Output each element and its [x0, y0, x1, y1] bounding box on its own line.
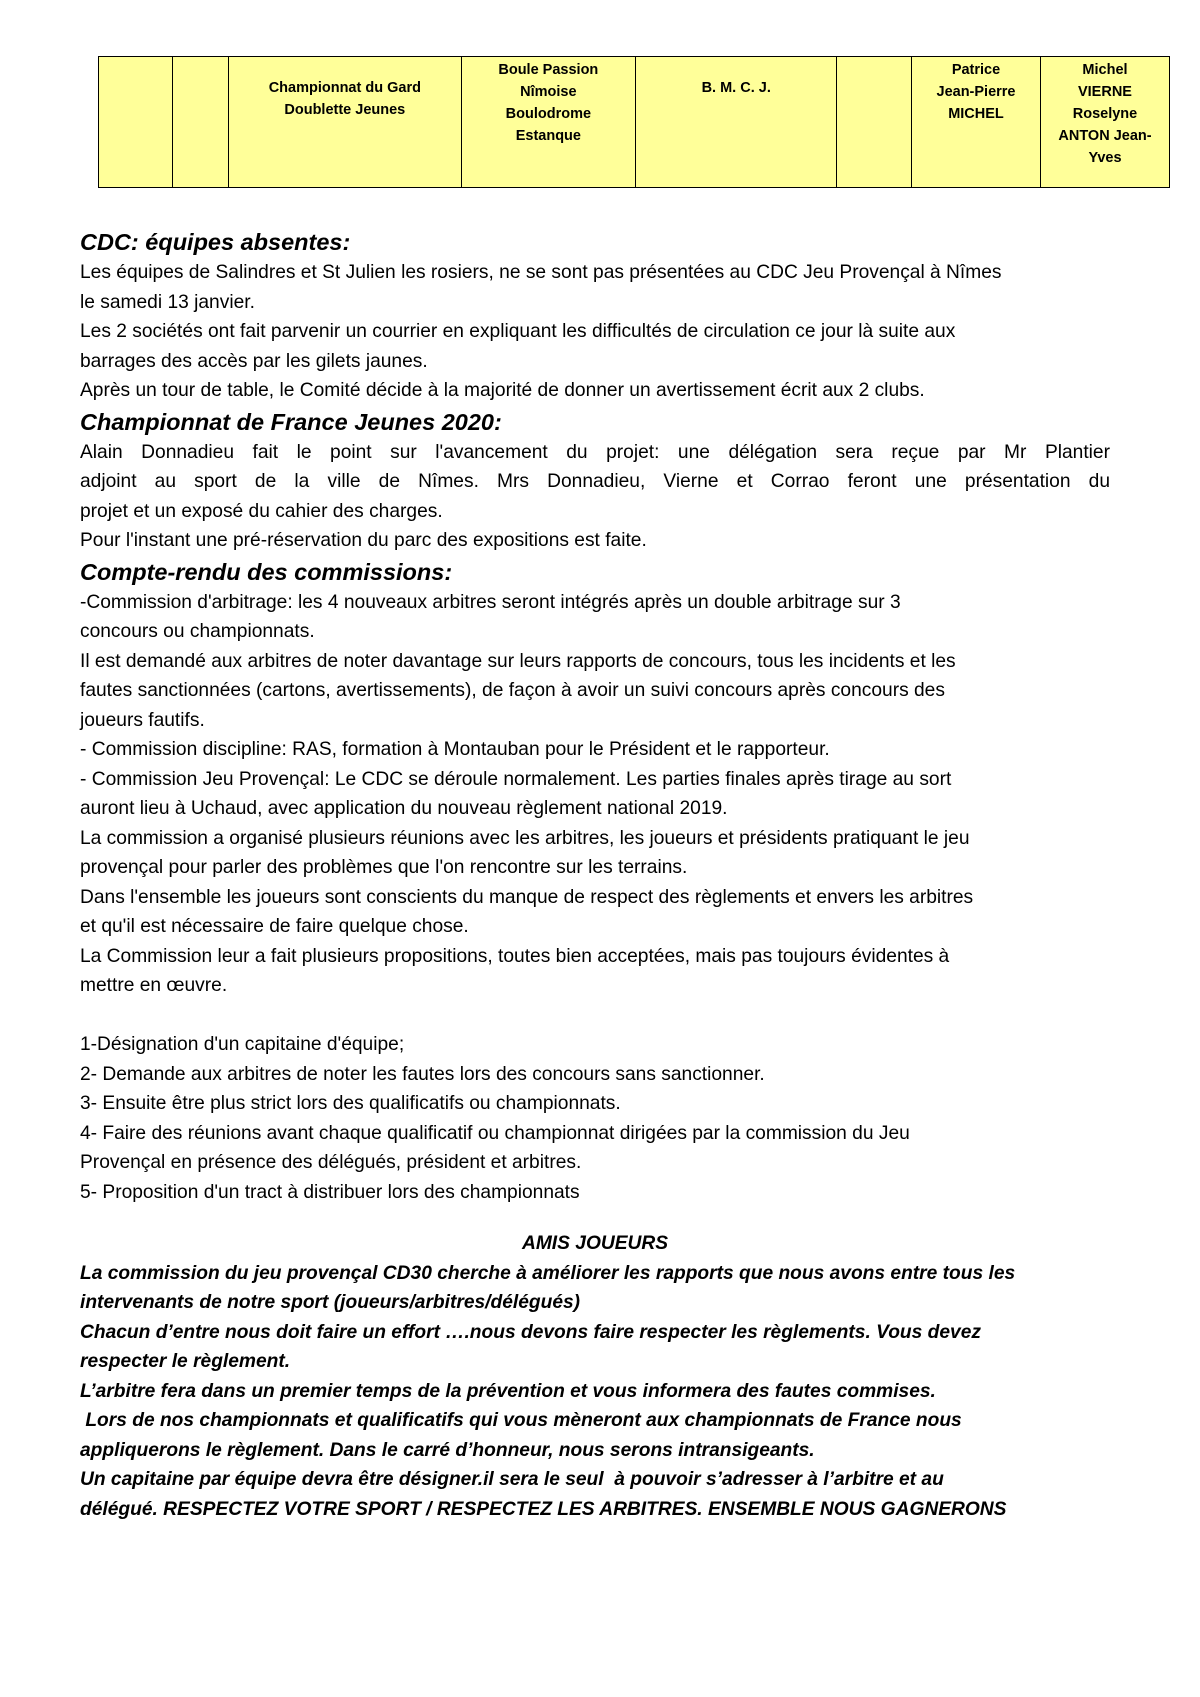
- venue-line: Estanque: [515, 128, 581, 144]
- table-cell-initials: [635, 57, 837, 188]
- official-line: Roselyne: [1072, 106, 1138, 122]
- section-title-cdc: CDC: équipes absentes:: [80, 229, 351, 255]
- official-line: Jean-Pierre: [936, 84, 1016, 100]
- official-line: Yves: [1088, 150, 1122, 166]
- venue-line: Nîmoise: [520, 84, 577, 100]
- table-cell-officials-1: [912, 57, 1041, 188]
- table-row: [99, 57, 1170, 188]
- text-line: adjoint au sport de la ville de Nîmes. Mrs Donnadieu, Vierne et Corrao feront une présentation du: [80, 471, 1110, 492]
- official-line: Michel: [1082, 62, 1128, 78]
- text-line: -Commission d'arbitrage: les 4 nouveaux arbitres seront intégrés après un double arbitrage sur 3: [80, 591, 901, 613]
- text-line: projet et un exposé du cahier des charges.: [80, 500, 443, 522]
- official-line: MICHEL: [948, 106, 1004, 122]
- text-line: concours ou championnats.: [80, 621, 315, 642]
- official-line: Patrice: [951, 62, 1001, 78]
- text-line: Les équipes de Salindres et St Julien les rosiers, ne se sont pas présentées au CDC Jeu Provençal à Nîmes: [80, 262, 1002, 283]
- table-cell-empty-2: [172, 57, 228, 188]
- event-line: Championnat du Gard: [268, 80, 421, 96]
- text-line: Dans l'ensemble les joueurs sont conscients du manque de respect des règlements et envers les arbitres: [80, 886, 974, 908]
- official-line: ANTON Jean-: [1058, 128, 1152, 144]
- text-line: Après un tour de table, le Comité décide à la majorité de donner un avertissement écrit aux 2 clubs.: [80, 380, 925, 401]
- text-line: provençal pour parler des problèmes que l'on rencontre sur les terrains.: [80, 857, 688, 878]
- text-line: appliquerons le règlement. Dans le carré d’honneur, nous serons intransigeants.: [80, 1439, 815, 1461]
- text-line: - Commission discipline: RAS, formation à Montauban pour le Président et le rapporteur.: [80, 739, 830, 760]
- text-line: mettre en œuvre.: [80, 975, 228, 996]
- text-line: respecter le règlement.: [80, 1351, 291, 1372]
- section-france-text: [80, 438, 1110, 556]
- venue-line: Boule Passion: [498, 62, 599, 78]
- table-cell-venue: [461, 57, 635, 188]
- text-line: Les 2 sociétés ont fait parvenir un courrier en expliquant les difficultés de circulation ce jour là suite aux: [80, 321, 956, 342]
- list-item: 5- Proposition d'un tract à distribuer lors des championnats: [80, 1181, 580, 1203]
- amis-joueurs-text: [80, 1259, 1160, 1525]
- text-line: délégué. RESPECTEZ VOTRE SPORT / RESPECTEZ LES ARBITRES. ENSEMBLE NOUS GAGNERONS: [80, 1498, 1007, 1520]
- text-line: L’arbitre fera dans un premier temps de la prévention et vous informera des fautes commises.: [80, 1380, 936, 1402]
- section-cdc-text: [80, 258, 1110, 406]
- text-line: Pour l'instant une pré-réservation du parc des expositions est faite.: [80, 530, 647, 551]
- text-line: auront lieu à Uchaud, avec application du nouveau règlement national 2019.: [80, 798, 728, 819]
- text-line: et qu'il est nécessaire de faire quelque chose.: [80, 916, 469, 937]
- venue-line: Boulodrome: [505, 106, 592, 122]
- blank-line: [80, 1001, 1160, 1031]
- text-line: barrages des accès par les gilets jaunes.: [80, 350, 428, 372]
- official-line: VIERNE: [1077, 84, 1132, 100]
- text-line: le samedi 13 janvier.: [80, 291, 255, 313]
- list-item: 1-Désignation d'un capitaine d'équipe;: [80, 1034, 405, 1055]
- text-line: Il est demandé aux arbitres de noter davantage sur leurs rapports de concours, tous les incidents et les: [80, 650, 956, 672]
- list-item: 4- Faire des réunions avant chaque qualificatif ou championnat dirigées par la commission du Jeu: [80, 1122, 910, 1144]
- list-item: 3- Ensuite être plus strict lors des qualificatifs ou championnats.: [80, 1093, 621, 1114]
- section-commissions-text: [80, 588, 1160, 1208]
- text-line: joueurs fautifs.: [80, 709, 205, 731]
- document-page: [80, 56, 1160, 1524]
- text-line: - Commission Jeu Provençal: Le CDC se déroule normalement. Les parties finales après tirage au sort: [80, 768, 952, 790]
- list-item: Provençal en présence des délégués, président et arbitres.: [80, 1152, 582, 1173]
- section-title-commissions: Compte-rendu des commissions:: [80, 558, 453, 585]
- initials-text: B. M. C. J.: [701, 80, 771, 96]
- table-cell-empty-3: [837, 57, 912, 188]
- table-cell-event: [228, 57, 461, 188]
- text-line: intervenants de notre sport (joueurs/arbitres/délégués): [80, 1292, 581, 1313]
- text-line: La commission du jeu provençal CD30 cherche à améliorer les rapports que nous avons entre tous les: [80, 1262, 1016, 1284]
- section-title-france: Championnat de France Jeunes 2020:: [80, 408, 502, 435]
- text-line: La commission a organisé plusieurs réunions avec les arbitres, les joueurs et présidents pratiquant le jeu: [80, 827, 970, 849]
- text-line: Chacun d’entre nous doit faire un effort ….nous devons faire respecter les règlements. Vous devez: [80, 1321, 981, 1343]
- text-line: fautes sanctionnées (cartons, avertissements), de façon à avoir un suivi concours après concours des: [80, 680, 945, 701]
- table-cell-empty-1: [99, 57, 173, 188]
- body-text: [80, 226, 1160, 1524]
- text-line: Un capitaine par équipe devra être désigner.il sera le seul à pouvoir s’adresser à l’arbitre et au: [80, 1469, 944, 1490]
- text-line: Lors de nos championnats et qualificatifs qui vous mèneront aux championnats de France nous: [80, 1410, 962, 1431]
- text-line: La Commission leur a fait plusieurs propositions, toutes bien acceptées, mais pas toujours évidentes à: [80, 945, 950, 967]
- event-line: Doublette Jeunes: [284, 102, 406, 118]
- list-item: 2- Demande aux arbitres de noter les fautes lors des concours sans sanctionner.: [80, 1063, 765, 1085]
- text-line: Alain Donnadieu fait le point sur l'avancement du projet: une délégation sera reçue par Mr Plantier: [80, 441, 1110, 463]
- schedule-table: [98, 56, 1170, 188]
- amis-joueurs-title: AMIS JOUEURS: [521, 1233, 669, 1254]
- table-cell-officials-2: [1040, 57, 1169, 188]
